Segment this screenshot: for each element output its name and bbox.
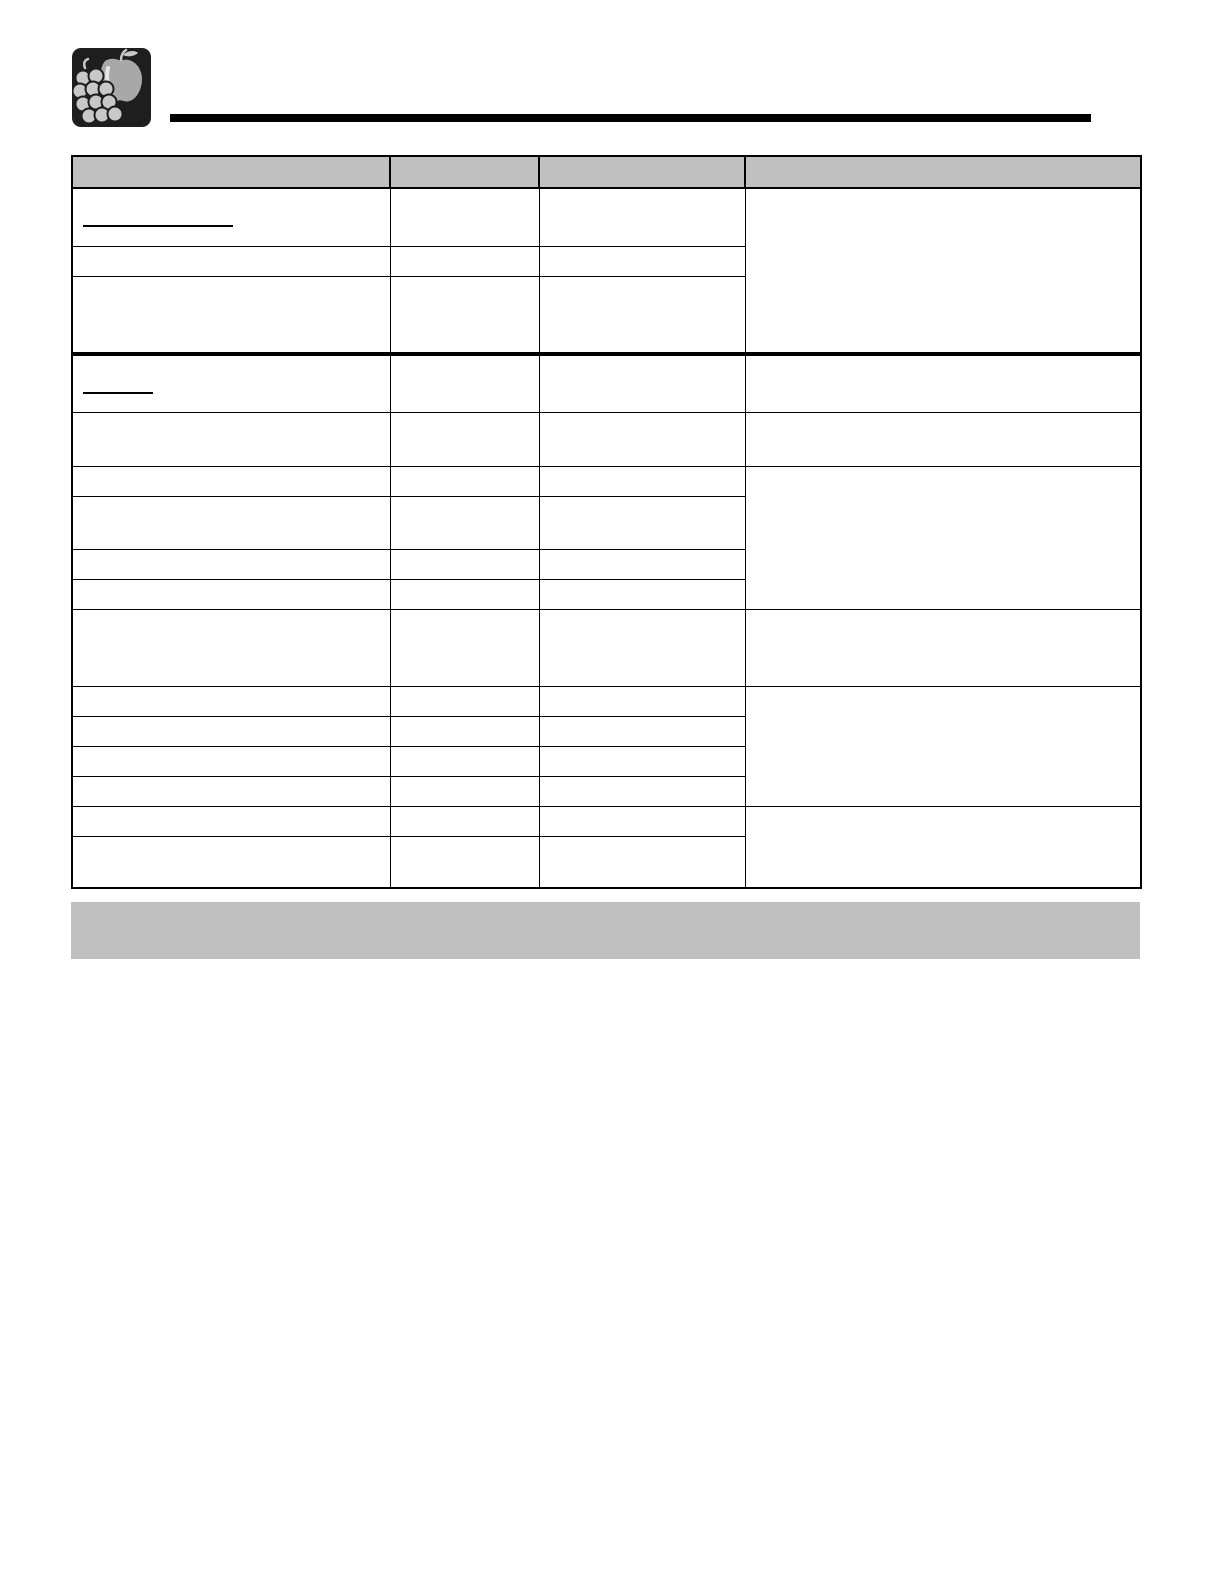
table-cell <box>72 549 390 579</box>
table-cell <box>390 836 539 888</box>
table-row <box>72 188 1141 246</box>
table-cell <box>72 776 390 806</box>
table-row <box>72 466 1141 496</box>
note-cell <box>745 188 1141 354</box>
note-cell <box>745 412 1141 466</box>
table-cell <box>72 746 390 776</box>
table-cell <box>390 188 539 246</box>
table-cell <box>390 579 539 609</box>
table-cell <box>539 746 745 776</box>
table-row <box>72 686 1141 716</box>
table-cell <box>539 806 745 836</box>
note-cell <box>745 686 1141 806</box>
table-cell <box>390 549 539 579</box>
table-cell <box>390 354 539 412</box>
table-cell <box>72 686 390 716</box>
table-cell <box>390 776 539 806</box>
table-cell <box>539 579 745 609</box>
table-cell <box>390 466 539 496</box>
table-cell <box>390 496 539 549</box>
table-cell <box>539 412 745 466</box>
storage-table <box>71 155 1142 889</box>
table-header-row <box>72 156 1141 188</box>
note-cell <box>745 466 1141 609</box>
footer-note-band <box>71 902 1140 959</box>
page-title <box>170 70 1091 110</box>
table-cell <box>72 188 390 246</box>
column-header <box>539 156 745 188</box>
table-cell <box>539 549 745 579</box>
note-cell <box>745 354 1141 412</box>
table-cell <box>390 609 539 686</box>
table-cell <box>539 496 745 549</box>
table-cell <box>390 276 539 354</box>
section-label <box>83 374 153 394</box>
table-cell <box>539 246 745 276</box>
table-cell <box>72 836 390 888</box>
table-cell <box>72 496 390 549</box>
table-cell <box>539 466 745 496</box>
table-cell <box>390 806 539 836</box>
table-cell <box>72 716 390 746</box>
column-header <box>390 156 539 188</box>
table-row <box>72 609 1141 686</box>
table-cell <box>72 354 390 412</box>
note-cell <box>745 609 1141 686</box>
table-cell <box>539 276 745 354</box>
table-cell <box>539 188 745 246</box>
table-cell <box>72 246 390 276</box>
table-cell <box>72 609 390 686</box>
table-cell <box>72 806 390 836</box>
section-label <box>83 207 233 227</box>
note-cell <box>745 806 1141 888</box>
table-cell <box>539 716 745 746</box>
table-cell <box>539 609 745 686</box>
table-cell <box>539 836 745 888</box>
table-cell <box>390 412 539 466</box>
table-row <box>72 412 1141 466</box>
table-row <box>72 806 1141 836</box>
table-cell <box>390 246 539 276</box>
title-rule <box>170 114 1091 122</box>
table-cell <box>539 354 745 412</box>
column-header <box>72 156 390 188</box>
table-cell <box>72 466 390 496</box>
table-cell <box>72 276 390 354</box>
table-cell <box>390 686 539 716</box>
table-row <box>72 354 1141 412</box>
table-cell <box>539 686 745 716</box>
fruit-icon <box>72 48 151 127</box>
table-cell <box>390 716 539 746</box>
table-cell <box>72 579 390 609</box>
table-cell <box>539 776 745 806</box>
table-cell <box>390 746 539 776</box>
fruit-logo <box>72 48 151 127</box>
table-cell <box>72 412 390 466</box>
column-header <box>745 156 1141 188</box>
